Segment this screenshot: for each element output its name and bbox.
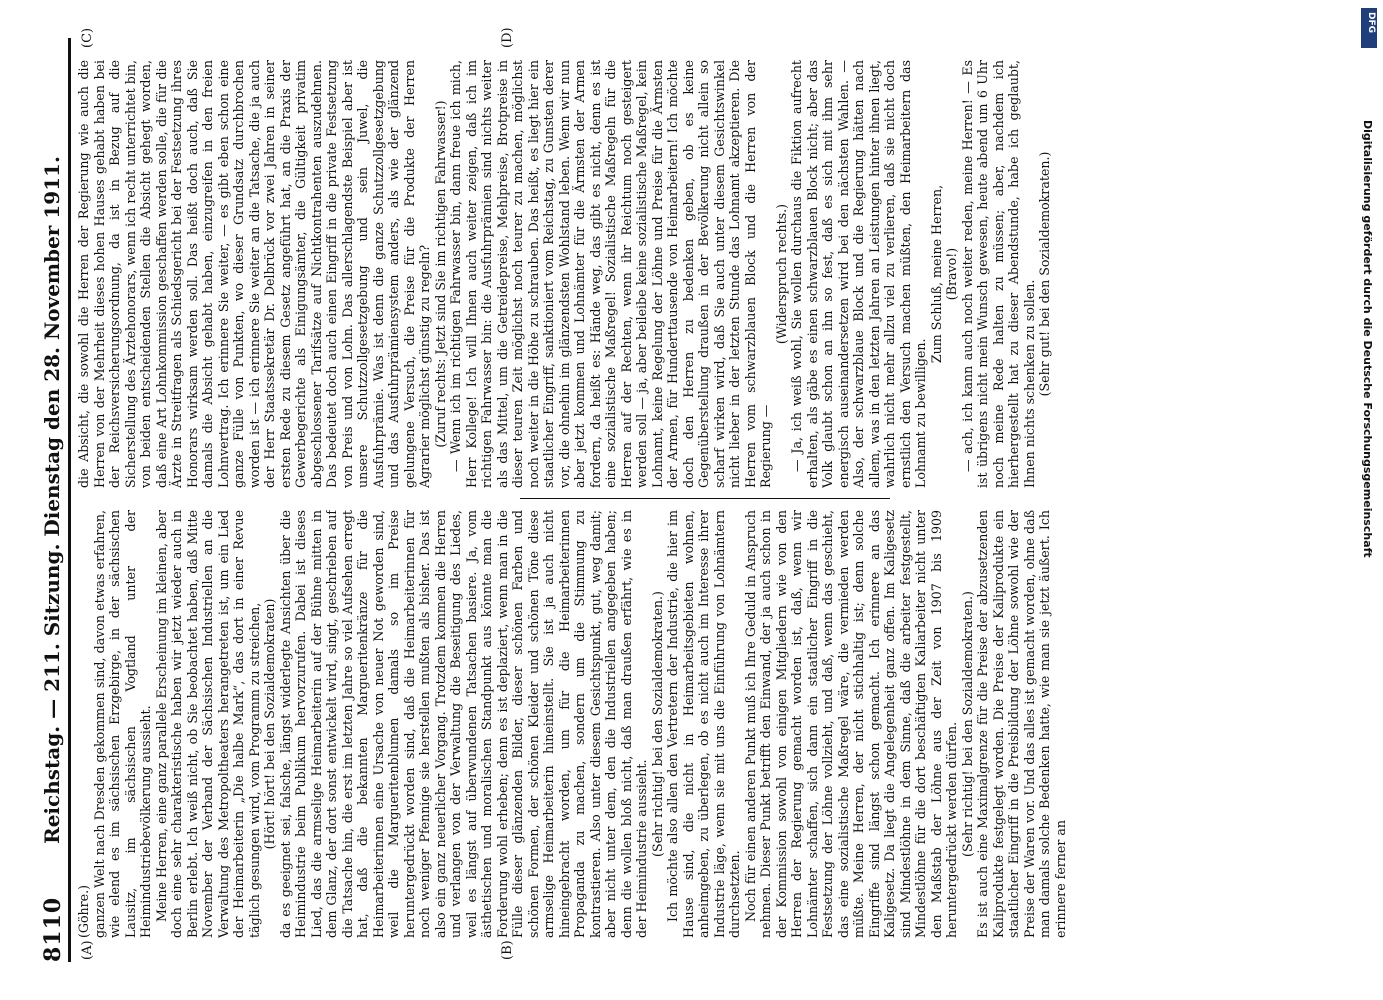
paragraph: — Wenn ich im richtigen Fahrwasser bin, dann freue ich mich, Herr Kollege! Ich will Ihnen auch weiter zeigen, daß ich im richtigen Fahrwasser bin: die Ausfuhrprämien sind nichts weiter als das Mittel, um die Getreidepreise, Mehlpreise, Brotpreise in dieser teuren Zeit möglichst noch teurer zu machen, möglichst noch weiter in die Höhe zu schrauben. Das heißt, es liegt hier ein staatlicher Eingriff, sanktioniert vom Reichstag, zu Gunsten derer vor, die ohnehin im glänzendsten Wohlstand leben. Wenn wir nun aber jetzt kommen und Lohnämter für die Ärmsten der Armen fordern, da heißt es: Hände weg, das gibt es nicht, denn es ist eine sozialistische Maßregel! Sozialistische Maßregeln für die Herren auf der Rechten, wenn ihr Reichtum noch gesteigert werden soll — ja, aber beileibe keine sozialistische Maßregel, kein Lohnamt, keine Regelung der Löhne und Preise für die Ärmsten der Armen, für Hunderttausende von Heimarbeitern! Ich möchte doch den Herren zu bedenken geben, ob es keine Gegenüberstellung draußen in der Bevölkerung nicht allein so scharf wirken wird, daß Sie auch unter diesem Gesichtswinkel nicht lieber in der letzten Stunde das Lohnamt akzeptieren. Die Herren vom schwarzblauen Block und die Herren von der Regierung — [448, 60, 773, 488]
paragraph: Es ist auch eine Maximalgrenze für die Preise der abzusetzenden Kaliprodukte festgelegt worden. Die Preise der Kaliprodukte ein staatlicher Eingriff in die Preisbildung der Löhne sowohl wie der Preise der Waren vor. Und das alles ist gemacht worden, ohne daß man damals solche Bedenken hatte, wie man sie jetzt äußert. Ich erinnere ferner an [975, 510, 1068, 938]
digitization-credit [1360, 120, 1378, 680]
paragraph: Meine Herren, eine ganz parallele Erscheinung im kleinen, aber doch eine sehr charakteristische haben wir jetzt wieder auch in Berlin erlebt. Ich weiß nicht, ob Sie beobachtet haben, daß Mitte November der Verband der Sächsischen Industriellen an die Verwaltung des Metropoltheaters herangetreten ist, um ein Lied der Heimarbeiterin „Die halbe Mark“, das dort in einer Revue täglich gesungen wird, vom Programm zu streichen, [153, 510, 262, 938]
speaker-name: (Göhre.) [76, 884, 91, 938]
interjection: (Sehr richtig! bei den Sozialdemokraten.) [649, 591, 665, 857]
left-text-column [76, 510, 1313, 938]
column-divider [520, 498, 890, 499]
interjection: (Bravo!) [944, 247, 959, 301]
margin-marker-c: (C) [80, 27, 95, 48]
interjection: (Sehr richtig! bei den Sozialdemokraten.) [959, 591, 975, 857]
page-number: 8110 [40, 896, 66, 962]
credit-text: Digitalisierung gefördert durch die Deutsche Forschungsgemeinschaft [1361, 120, 1374, 558]
paragraph: die Absicht, die sowohl die Herren der Regierung wie auch die Herren von der Mehrheit dieses hohen Hauses gehabt haben bei der Reichsversicherungsordnung, da ist in Bezug auf die Sicherstellung des Ärztehonorars, wenn ich recht unterrichtet bin, von beiden entscheidenden Stellen die Absicht gehegt worden, daß eine Art Lohnkommission geschaffen werden solle, die für die Ärzte in Streitfragen als Schiedsgericht bei der Festsetzung ihres Honorars wirksam werden soll. Das heißt doch auch, daß Sie damals die Absicht gehabt haben, einzugreifen in den freien Lohnvertrag. Ich erinnere Sie weiter, — es gibt eben schon eine ganze Fülle von Punkten, wo dieser Grundsatz durchbrochen worden ist — ich erinnere Sie weiter an die Tatsache, die ja auch der Herr Staatssekretär Dr. Delbrück vor zwei Jahren in seiner ersten Rede zu diesem Gesetz angeführt hat, an die Praxis der Gewerbegerichte als Einigungsämter, die Gültigkeit privatim abgeschlossener Tarifsätze auf Nichtkontrahenten auszudehnen. Das bedeutet doch auch einen Eingriff in die private Festsetzung von Preis und von Lohn. Das allerschlagendste Beispiel aber ist unsere Schutzzollgesetzgebung und sein Juwel, die Ausfuhrprämie. Was ist denn die ganze Schutzzollgesetzgebung und das Ausfuhrprämiensystem anders, als wie der glänzend gelungene Versuch, die Preise für die Produkte der Herren Agrarier möglichst günstig zu regeln? [76, 60, 432, 488]
interjection: (Zuruf rechts: Jetzt sind Sie im richtigen Fahrwasser!) [432, 100, 448, 448]
dfg-logo [1361, 8, 1377, 48]
paragraph: ganzen Welt nach Dresden gekommen sind, davon etwas erfahren, wie elend es im sächsischen Erzgebirge, in der sächsischen Lausitz, im sächsischen Vogtland unter der Heimindustriebevölkerung aussieht. [91, 510, 153, 938]
paragraph: Noch für einen anderen Punkt muß ich Ihre Geduld in Anspruch nehmen. Dieser Punkt betrifft den Einwand, der ja auch schon in der Kommission sowohl von einigen Mitgliedern wie von den Herren der Regierung gemacht worden ist, daß, wenn wir Lohnämter schaffen, sich dann ein staatlicher Eingriff in die Festsetzung der Löhne vollzieht, und daß, wenn das geschieht, das eine sozialistische Maßregel wäre, die vermieden werden müßte. Meine Herren, der nicht stichhaltig ist; denn solche Eingriffe sind längst schon gemacht. Ich erinnere an das Kaligesetz. Da liegt die Angelegenheit ganz offen. Im Kaligesetz sind Mindestlöhne in dem Sinne, daß die arbeiter festgestellt, Mindestlöhne für die dort beschäftigten Kaliarbeiter nicht unter den Maßstab der Löhne aus der Zeit von 1907 bis 1909 heruntergedrückt werden dürfen. [742, 510, 959, 938]
interjection: (Hört! hört! bei den Sozialdemokraten) [262, 598, 277, 850]
dfg-logo-text: DFG [1366, 12, 1376, 34]
header-rule [68, 38, 71, 962]
margin-marker-b: (B) [500, 940, 515, 960]
interjection: (Widerspruch rechts.) [773, 203, 789, 345]
paragraph: Ich möchte also allen den Vertretern der Industrie, die hier im Hause sind, die nicht in Heimarbeitsgebieten wohnen, anheimgeben, zu überlegen, ob es nicht auch im Interesse ihrer Industrie läge, wenn sie mit uns die Einführung von Lohnämtern durchsetzten. [665, 510, 742, 938]
paragraph: — Ja, ich weiß wohl, Sie wollen durchaus die Fiktion aufrecht erhalten, als gäbe es einen schwarzblauen Block nicht; aber das Volk glaubt schon an ihn so fest, daß es sich mit ihm sehr energisch auseinandersetzen wird bei den nächsten Wahlen. — Also, der schwarzblaue Block und die Regierung hätten nach allem, was in den letzten Jahren an Leistungen hinter ihnen liegt, wahrlich nicht mehr allzu viel zu verlieren, daß sie nicht doch ernstlich den Versuch machen müßten, den Heimarbeitern das Lohnamt zu bewilligen. [789, 60, 928, 488]
paragraph: — ach, ich kann auch noch weiter reden, meine Herren! — Es ist übrigens nicht mein Wunsch gewesen, heute abend um 6 Uhr noch meine Rede halten zu müssen; aber, nachdem ich hierhergestellt hat zu dieser Abendstunde, habe ich geglaubt, Ihnen nichts schenken zu sollen. [959, 60, 1037, 488]
page-header [40, 38, 68, 962]
paragraph: da es geeignet sei, falsche, längst widerlegte Ansichten über die Heimindustrie beim Publikum hervorzurufen. Dabei ist dieses Lied, das die armselige Heimarbeiterin auf der Bühne mitten in dem Glanz, der dort sonst entwickelt wird, singt, geschrieben auf die Tatsache hin, die erst im letzten Jahre so viel Aufsehen erregt hat, daß die bekannten Margueritenkränze für die Heimarbeiterinnen eine Ursache von neuer Not geworden sind, weil die Margueritenblumen damals so im Preise heruntergedrückt worden sind, daß die Heimarbeiterinnen für noch weniger Pfennige sie herstellen mußten als bisher. Das ist also ein ganz neuerlicher Vorgang. Trotzdem kommen die Herren und verlangen von der Verwaltung die Beseitigung des Liedes, weil es längst auf überwundenen Tatsachen basiere. Ja, vom ästhetischen und moralischen Standpunkt aus könnte man die Forderung wohl erheben; denn es ist deplaziert, wenn man in die Fülle dieser glänzenden Bilder, dieser schönen Farben und schönen Formen, der schönen Kleider und schönen Töne diese armselige Heimarbeiterin hineinstellt. Sie ist ja auch nicht hineingebracht worden, um für die Heimarbeiterinnen Propaganda zu machen, sondern um die Stimmung zu kontrastieren. Also unter diesem Gesichtspunkt, gut, weg damit; aber nicht unter dem, den die Industriellen angegeben haben; denn die wollen bloß nicht, daß man draußen erfährt, wie es in der Heimindustrie aussieht. [277, 510, 649, 938]
margin-marker-d: (D) [500, 27, 515, 48]
right-text-column [76, 60, 1313, 488]
margin-marker-a: (A) [80, 940, 95, 960]
paragraph: Zum Schluß, meine Herren, [928, 184, 944, 364]
page-title: Reichstag. — 211. Sitzung. Dienstag den 28. November 1911. [40, 156, 64, 844]
interjection: (Sehr gut! bei den Sozialdemokraten.) [1037, 151, 1052, 397]
